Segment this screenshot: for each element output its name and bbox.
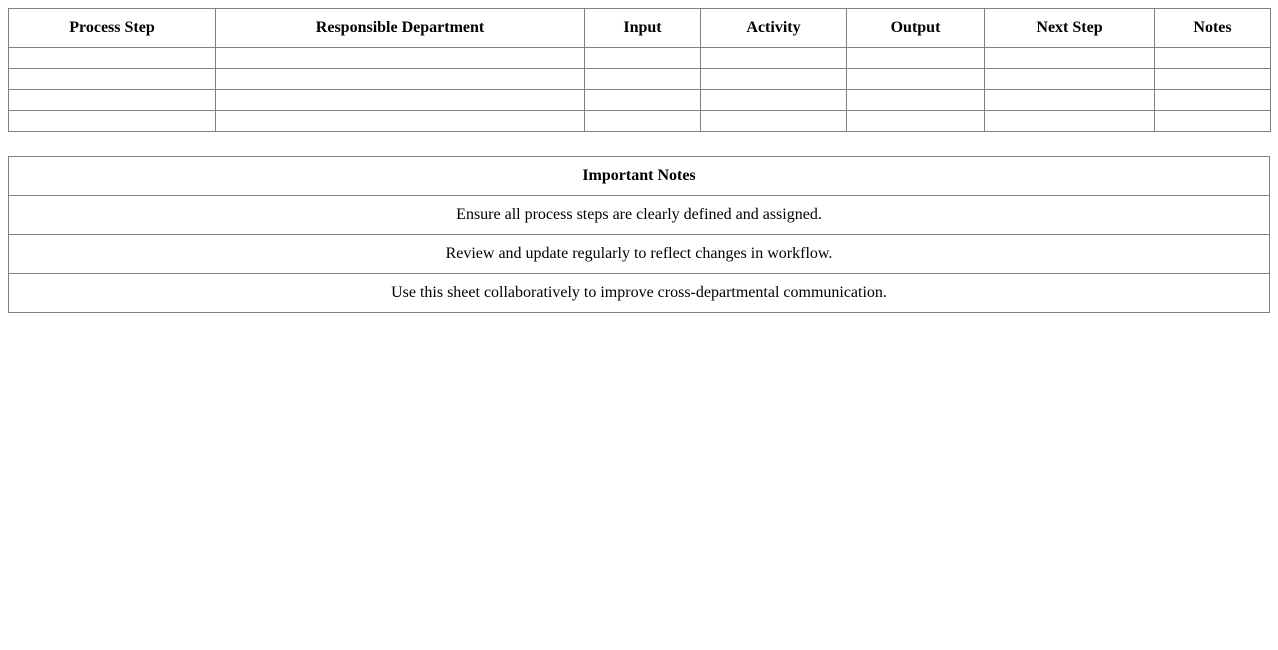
table-cell[interactable] [1155,90,1271,111]
note-row [9,235,1270,274]
table-cell[interactable] [9,90,216,111]
process-table-body [9,48,1271,132]
table-cell[interactable] [216,48,585,69]
column-header-next-step: Next Step [985,9,1155,48]
note-item: Use this sheet collaboratively to improve cross-departmental communication. [9,274,1270,313]
table-cell[interactable] [701,69,847,90]
table-cell[interactable] [585,90,701,111]
table-cell[interactable] [9,69,216,90]
table-cell[interactable] [985,90,1155,111]
table-cell[interactable] [847,90,985,111]
table-cell[interactable] [701,90,847,111]
table-cell[interactable] [985,69,1155,90]
important-notes-title: Important Notes [9,157,1270,196]
table-cell[interactable] [985,111,1155,132]
table-row [9,111,1271,132]
table-cell[interactable] [1155,69,1271,90]
table-cell[interactable] [585,111,701,132]
table-cell[interactable] [1155,48,1271,69]
column-header-input: Input [585,9,701,48]
important-notes-header-row [9,157,1270,196]
table-cell[interactable] [9,48,216,69]
note-item: Review and update regularly to reflect changes in workflow. [9,235,1270,274]
column-header-process-step: Process Step [9,9,216,48]
table-cell[interactable] [585,48,701,69]
table-cell[interactable] [585,69,701,90]
process-table-header-row [9,9,1271,48]
table-cell[interactable] [216,69,585,90]
table-cell[interactable] [216,111,585,132]
table-cell[interactable] [1155,111,1271,132]
note-row [9,274,1270,313]
column-header-responsible-department: Responsible Department [216,9,585,48]
note-item: Ensure all process steps are clearly defined and assigned. [9,196,1270,235]
table-cell[interactable] [985,48,1155,69]
note-row [9,196,1270,235]
table-cell[interactable] [701,111,847,132]
table-cell[interactable] [701,48,847,69]
table-cell[interactable] [9,111,216,132]
process-table [8,8,1271,132]
table-cell[interactable] [216,90,585,111]
column-header-notes: Notes [1155,9,1271,48]
table-row [9,69,1271,90]
column-header-activity: Activity [701,9,847,48]
column-header-output: Output [847,9,985,48]
table-row [9,48,1271,69]
table-cell[interactable] [847,111,985,132]
important-notes-table [8,156,1270,313]
table-cell[interactable] [847,48,985,69]
table-cell[interactable] [847,69,985,90]
table-row [9,90,1271,111]
